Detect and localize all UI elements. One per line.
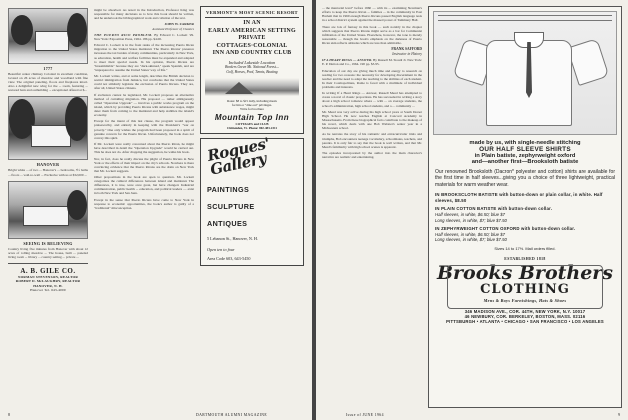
size-note: Sizes 14 to 17½. Mail orders filled. xyxy=(494,245,556,251)
brooks-brothers-ad xyxy=(428,6,622,408)
country-house-photo xyxy=(8,181,88,239)
paragraph: Mr. Lockett writes, and at some length, describes the British decision to restrict immigration from Jamaica, but concludes that the United States could not similarly legislate the exclusion of Puerto Ricans. They are, after all, United States citizens. xyxy=(94,74,194,91)
paragraph: If exclusion cannot be legislated, Mr. Lockett proposes an alternative method of curtailing migration. His proposal — rather ambiguously called "Operation Upgrade" — involves a public works program on the island, which by providing Puerto Ricans with subsistence wages, might deter them from coming to the mainland and help stabilize the island's economy. xyxy=(94,92,194,118)
realtor-column xyxy=(8,8,88,292)
brooks-brothers-logo xyxy=(433,257,617,303)
ad-heading: VERMONT'S MOST SCENIC RESORT xyxy=(206,10,298,15)
signature-name: FRANK SAFFORD xyxy=(391,47,422,52)
price-row: Half sleeves, in white, $6.50; blue $7 xyxy=(435,231,505,237)
ads-column xyxy=(200,6,304,266)
realtor-line: HANOVER, N. H. xyxy=(33,283,63,288)
signature-title: Instructor in History xyxy=(392,51,422,56)
paragraph: As he narrates the story of his romantic and extracurricular trials and triumphs, Bob encounters teenage vocabulary, schoolmates, teachers, and parents. It is only fair to say that the book is well written, and that Mr. Mead's familiarity with high school scenes is apparent. xyxy=(322,132,422,149)
realtor-ad xyxy=(8,263,88,292)
price-section: IN PLAIN COTTON BATISTE with button-down collar. xyxy=(435,206,553,212)
ad-headline xyxy=(433,140,617,165)
headline-line: made by us, with single-needle stitching xyxy=(469,140,581,146)
ad-line: COTTAGES and CLUB xyxy=(235,121,269,126)
paragraph: Education of our day are giving much time and energy to research on reading for two reasons: the necessity for developing discernment in the teacher and the need to adapt the teaching to the abilities of each student. In their Cosmopolitans, Rome is faced with a multitude of individual problems and interests. xyxy=(322,68,422,89)
review-detail: By Edward C. Lockett '29. New York: Exposition Press, 1964. 186 pp. $4.00. xyxy=(94,32,194,41)
signature xyxy=(322,47,422,56)
issue-date: Issue of JUNE 1964 xyxy=(346,413,384,417)
paragraph: Other propositions in the book are open to question. Mr. Lockett categorizes the cultural differences between island and mainland. The differences, it is true, were once great, but have changed. Industrial communication, public health ... education, and political leaders — exist in both New York and San Juan. xyxy=(94,175,194,196)
ad-line: Borders Green Mt. National Forest— xyxy=(225,65,279,70)
address-line: PITTSBURGH • ATLANTA • CHICAGO • SAN FRANCISCO • LOS ANGELES xyxy=(446,319,604,325)
right-page xyxy=(316,0,628,420)
caption-title: SEEING IS BELIEVING xyxy=(23,240,73,246)
colonial-house-photo xyxy=(8,8,88,64)
caption-title: 1777 xyxy=(43,66,53,71)
headline-line: OUR HALF SLEEVE SHIRTS xyxy=(479,146,571,153)
caption-text: Beautiful center chimney Colonial in excellent condition, located on 26 acres of meadow and woodland with fine view. The original paneling, floors and fireplaces intact. Also a delightful new wing for the ... room, featuring ... restored barn and outbuilding ... exceptional offered at $... xyxy=(8,72,88,93)
page-number: 9 xyxy=(618,412,620,417)
ad-line: Write for brochure xyxy=(240,106,264,111)
paragraph: ... the mentorial level" before 1960 — with its ... examining Newman's efforts to keep the Puerto Rican ... families ... in the community in East Harlem that in 1960 enough Puerto Ricans passed English language tests in a school district system against the massed power of Tammany Hall. xyxy=(322,6,422,23)
realtor-phone: Hanover Tel. 643-4000 xyxy=(30,287,66,292)
rogues-gallery-ad xyxy=(200,133,304,266)
realtor-line: ROBERT D. McLAUGHRY, REALTOR xyxy=(15,279,81,284)
page-number: 8 xyxy=(8,412,10,417)
signature-title: Assistant Professor of Classics xyxy=(152,26,194,31)
brand-clothing: CLOTHING xyxy=(480,281,570,297)
ad-line: INN AND COUNTRY CLUB xyxy=(212,50,292,57)
ad-line: IN AN xyxy=(243,20,261,26)
shirt-illustration xyxy=(433,11,617,135)
brand-name: Brooks Brothers xyxy=(436,261,614,284)
address-line: 346 MADISON AVE., COR. 44TH, NEW YORK, N.Y. 10017 xyxy=(464,308,586,314)
gallery-hours: Open ten to four xyxy=(207,246,235,252)
paragraph: Except for the intent of this last clause, the program would appear praiseworthy, and entirely in keeping with the President's "war on poverty." One only wishes the program had been proposed in a spirit of genuine concern for the Puerto Rican. Unfortunately, the book does not convey this spirit. xyxy=(94,119,194,140)
review-heading: IF A HEART RINGS — ANSWER. xyxy=(322,58,373,63)
mountain-illustration xyxy=(205,78,299,96)
caption-text: Bright white ... of two ... Hanover's ... bedrooms, 3½ baths ... floors ... wall-to-wall ... Exclusive with us at $32,000 ... xyxy=(8,168,88,177)
vermont-resort-ad xyxy=(200,6,304,134)
mountain-top-inn-logo: Mountain Top Inn xyxy=(214,112,290,122)
gallery-phone: Area Code 603, 643-5450 xyxy=(207,255,251,261)
ad-line: PRIVATE COTTAGES·COLONIAL xyxy=(216,35,288,49)
decorative-border xyxy=(438,15,612,21)
price-list xyxy=(433,192,617,243)
paragraph: Except in the sense that Puerto Ricans have come to New York in response to economic opportunities, the book's author is guilty of a "traditional" misconception. xyxy=(94,197,194,210)
paragraph: In writing If a Heart Rings — Answer, Russell Mead has attempted to create a novel of classic proportions. He has succeeded in writing a story about a high school romance where ... with ... on average students, the school's administration, high school students, and a ... community ... xyxy=(322,91,422,108)
paragraph: There are lots of fantasy in this book — such notably in the chapter which suggests that Puerto Ricans might serve as a bar for Communist infiltration of the United States. Elsewhere, however, the tone is merely reasonable — though the book's emphasis on the darkness of Puerto Rican skin reflects attitudes which are less than admirable. xyxy=(322,24,422,45)
headline-line: in Plain batiste, zephyrweight oxford xyxy=(474,153,576,159)
caption-text: Country living five minutes from Hanover with about 12 acres of rolling meadow ... The house, built ... paneled living room ... library ... country setting ... private ... xyxy=(8,246,88,259)
ad-line: for Inn or "dine out" privileges. xyxy=(231,102,273,107)
ad-line: Included Lakeside Location xyxy=(228,59,276,65)
review-column xyxy=(94,8,194,212)
store-addresses xyxy=(433,309,617,325)
paragraph: If Mr. Lockett were really concerned about the Puerto Rican, he might have described in detail the "Operation Upgrade" would be carried out. This he does not do. After dropping the suggestion, he walks his book. xyxy=(94,142,194,155)
caption-title: HANOVER xyxy=(36,162,60,168)
ad-line: Rates: $8 to $15 daily, including meals xyxy=(227,98,277,103)
address-line: 46 NEWBURY, COR. BERKELEY, BOSTON, MASS. 02116 xyxy=(464,314,586,320)
brand-tagline: Mens & Boys Furnishings, Hats & Shoes xyxy=(483,297,567,303)
gallery-address: 5 Lebanon St., Hanover, N. H. xyxy=(207,235,259,241)
ad-line: Golf, Horses, Pool, Tennis, Boating xyxy=(226,69,278,74)
left-page xyxy=(0,0,312,420)
price-row: Half sleeves, in white, $6.50; blue $7 xyxy=(435,212,505,217)
realtor-name: A. B. GILE CO. xyxy=(20,266,76,275)
price-row: Long sleeves, in white, $7; blue $7.50 xyxy=(435,237,507,243)
review-heading: THE PUERTO RICO PROBLEM. xyxy=(94,32,153,37)
price-section: IN BROOKSCLOTH BATISTE with button-down or plain collar, in white. Half sleeves, $8.50 xyxy=(435,192,603,203)
ad-line: Chittenden, Vt. Phone: 802-483-2311 xyxy=(227,125,277,130)
established-line: ESTABLISHED 1818 xyxy=(504,256,546,261)
price-row: Long sleeves, in white, $7; blue $7.50 xyxy=(435,217,507,223)
gallery-item: SCULPTURE xyxy=(207,201,255,211)
gallery-item: PAINTINGS xyxy=(207,184,250,194)
review-detail: By Russell M. Stoudt Jr. New York: E. P. Dutton and Co., 1964. 190 pp. $3.95. xyxy=(322,58,422,67)
signature xyxy=(94,22,194,30)
hanover-house-photo xyxy=(8,96,88,160)
gallery-item: ANTIQUES xyxy=(207,218,248,228)
ad-body: Our renowned Brooksloth (Dacron* polyester and cotton) shirts are available for the first time in half sleeves...giving you a choice of three lightweight, practical materials for warm weather wear. xyxy=(435,169,615,188)
review-column xyxy=(322,6,422,161)
paragraph: Mr. Mead was very active during his high school years at South Dorset High School. He now teaches English at Concord Academy in Massachusetts. From these biographical facts contribute to the makeup of his novel, which deals with one Bob Webster's senior year in a Midwestern school. xyxy=(322,109,422,131)
price-section: IN ZEPHYRWEIGHT COTTON OXFORD with button-down collar. xyxy=(435,226,576,232)
paragraph: The episodes incorporated by the author into the main character's narrative are realistic and entertaining. xyxy=(322,151,422,160)
magazine-title: DARTMOUTH ALUMNI MAGAZINE xyxy=(196,413,268,417)
gallery-logo: Rogues' Gallery xyxy=(205,133,271,179)
signature-name: JOHN W. ZARKER xyxy=(164,22,194,27)
realtor-line: NORMAN STEVENSON, REALTOR xyxy=(17,274,79,279)
paragraph: might be absorbed. As noted in the Introduction, Professor King was responsible for many decisions as to how this book should be written, and he undertook the bibliographical work and collation of the text. xyxy=(94,8,194,21)
paragraph: Nor, in fact, does he really discuss the plight of Puerto Ricans in New York or the effects of their impact on the city's schools. Nowhere is there convincing evidence that the Puerto Ricans are the drain on New York that Mr. Lockett suggests. xyxy=(94,156,194,173)
paragraph: Edward C. Lockett is in the front ranks of the increasing Puerto Rican migration to the United States mainland. The Puerto Ricans' presence increases the tax burden of many communities, particularly in New York, as education, health and welfare facilities must be expanded and adapted to meet their special needs. In his opinion, Puerto Ricans are "inassimilable" because they are "dark-skinned," speak Spanish, and are "unprepared to assume the United States' way of life." xyxy=(94,43,194,72)
ad-line: EARLY AMERICAN SETTING xyxy=(208,27,296,34)
headline-line: and—another first—Brooksloth batiste xyxy=(471,159,579,165)
